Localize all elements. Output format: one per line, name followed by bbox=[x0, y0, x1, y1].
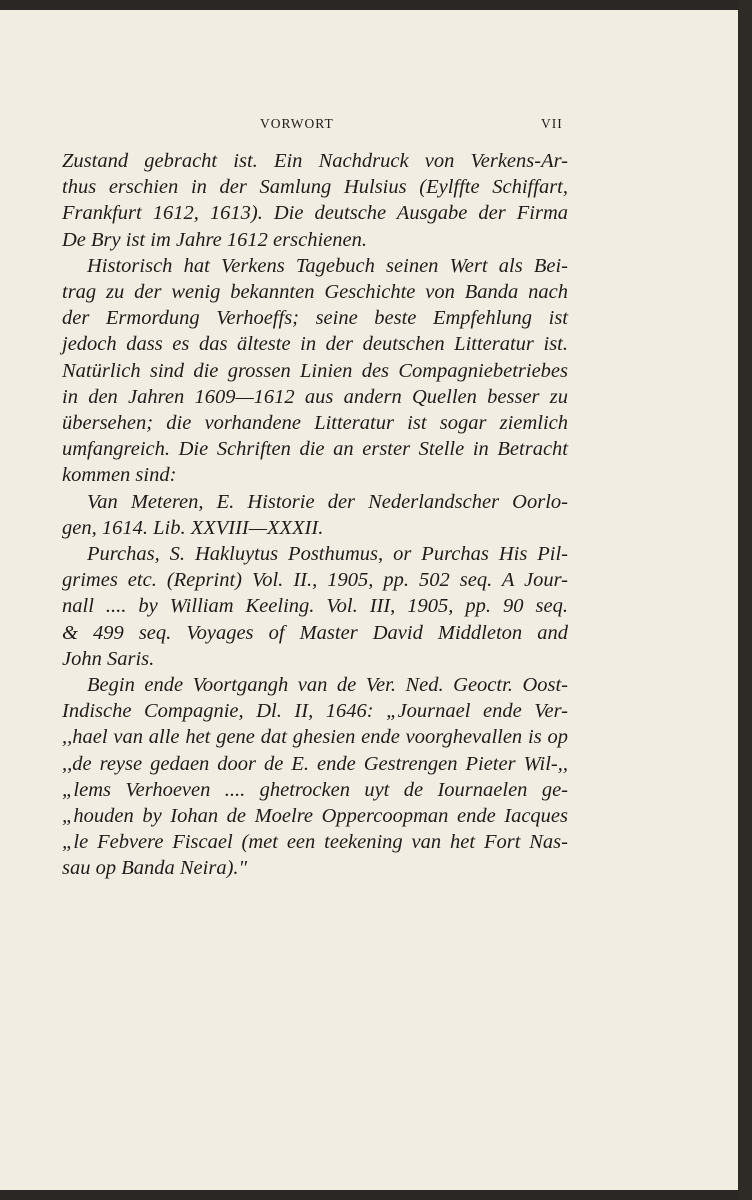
text-line: John Saris. bbox=[62, 647, 155, 670]
text-line: grimes etc. (Reprint) Vol. II., 1905, pp. 502 seq. A Jour- bbox=[62, 569, 568, 592]
book-page bbox=[0, 10, 738, 1190]
running-title: VORWORT bbox=[260, 116, 334, 131]
text-line: Frankfurt 1612, 1613). Die deutsche Ausgabe der Firma bbox=[62, 202, 568, 225]
text-line: Indische Compagnie, Dl. II, 1646: „Journael ende Ver- bbox=[62, 700, 568, 723]
text-line: Natürlich sind die grossen Linien des Compagniebetriebes bbox=[62, 359, 568, 382]
text-line: & 499 seq. Voyages of Master David Middleton and bbox=[62, 621, 568, 644]
text-line: gen, 1614. Lib. XXVIII—XXXII. bbox=[62, 516, 324, 539]
text-line: umfangreich. Die Schriften die an erster Stelle in Betracht bbox=[62, 438, 568, 461]
text-line: ,,hael van alle het gene dat ghesien ende voorghevallen is op bbox=[62, 726, 568, 749]
text-line: thus erschien in der Samlung Hulsius (Eylffte Schiffart, bbox=[62, 176, 568, 199]
text-line: der Ermordung Verhoeffs; seine beste Empfehlung ist bbox=[62, 307, 568, 330]
text-line: De Bry ist im Jahre 1612 erschienen. bbox=[62, 228, 367, 251]
text-line: sau op Banda Neira)." bbox=[62, 857, 248, 880]
text-line: nall .... by William Keeling. Vol. III, 1905, pp. 90 seq. bbox=[62, 595, 568, 618]
text-line: ,,de reyse gedaen door de E. ende Gestrengen Pieter Wil-,, bbox=[62, 752, 568, 775]
text-line: in den Jahren 1609—1612 aus andern Quellen besser zu bbox=[62, 385, 568, 408]
text-line: Historisch hat Verkens Tagebuch seinen Wert als Bei- bbox=[87, 254, 568, 277]
text-line: kommen sind: bbox=[62, 464, 177, 487]
text-line: Van Meteren, E. Historie der Nederlandscher Oorlo- bbox=[87, 490, 568, 513]
text-line: „lems Verhoeven .... ghetrocken uyt de Iournaelen ge- bbox=[62, 778, 568, 801]
text-line: „le Febvere Fiscael (met een teekening van het Fort Nas- bbox=[62, 831, 568, 854]
text-line: Purchas, S. Hakluytus Posthumus, or Purchas His Pil- bbox=[87, 543, 568, 566]
page-number: VII bbox=[541, 116, 563, 131]
text-line: jedoch dass es das älteste in der deutschen Litteratur ist. bbox=[62, 333, 568, 356]
text-line: übersehen; die vorhandene Litteratur ist sogar ziemlich bbox=[62, 412, 568, 435]
text-line: „houden by Iohan de Moelre Oppercoopman ende Iacques bbox=[62, 805, 568, 828]
text-line: trag zu der wenig bekannten Geschichte von Banda nach bbox=[62, 281, 568, 304]
text-line: Begin ende Voortgangh van de Ver. Ned. Geoctr. Oost- bbox=[87, 674, 568, 697]
running-header bbox=[0, 116, 738, 136]
body-text bbox=[62, 148, 568, 882]
text-line: Zustand gebracht ist. Ein Nachdruck von Verkens-Ar- bbox=[62, 150, 568, 172]
page-edge-shadow bbox=[738, 0, 752, 1200]
